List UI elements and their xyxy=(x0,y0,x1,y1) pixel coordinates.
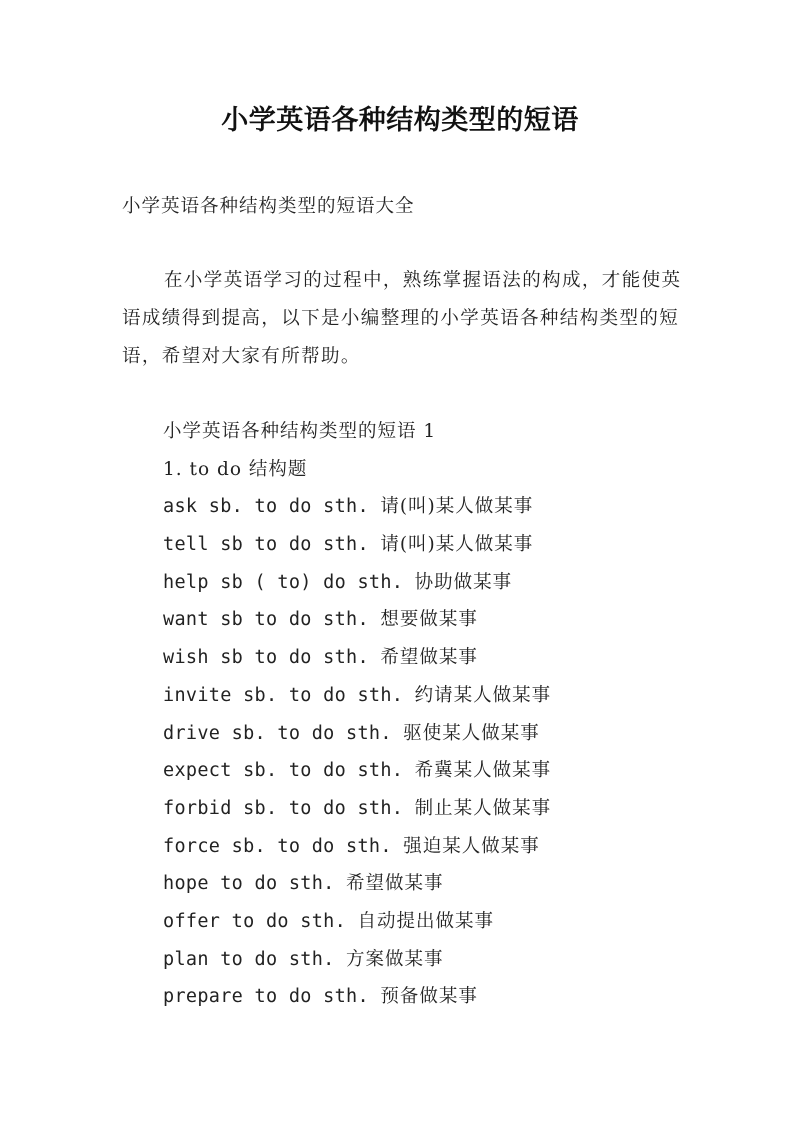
phrase-chinese: 请(叫)某人做某事 xyxy=(380,496,534,518)
intro-paragraph: 在小学英语学习的过程中，熟练掌握语法的构成，才能使英语成绩得到提高，以下是小编整理的小学英语各种结构类型的短语，希望对大家有所帮助。 xyxy=(122,270,682,367)
phrase-item xyxy=(163,978,551,1016)
phrase-item xyxy=(163,865,551,903)
phrase-english: tell sb to do sth. xyxy=(163,534,369,556)
phrase-item xyxy=(163,488,551,526)
phrase-chinese: 希望做某事 xyxy=(346,873,444,895)
phrase-item xyxy=(163,828,551,866)
phrase-english: force sb. to do sth. xyxy=(163,835,392,857)
phrase-english: ask sb. to do sth. xyxy=(163,496,369,518)
phrase-english: wish sb to do sth. xyxy=(163,647,369,669)
phrase-item xyxy=(163,639,551,677)
phrase-english: forbid sb. to do sth. xyxy=(163,797,404,819)
phrase-item xyxy=(163,752,551,790)
phrase-chinese: 方案做某事 xyxy=(346,948,444,970)
phrase-list xyxy=(163,413,551,1016)
phrase-item xyxy=(163,601,551,639)
phrase-chinese: 希冀某人做某事 xyxy=(414,760,552,782)
phrase-chinese: 自动提出做某事 xyxy=(357,910,494,932)
phrase-chinese: 想要做某事 xyxy=(380,609,478,631)
phrase-chinese: 制止某人做某事 xyxy=(414,797,552,819)
phrase-english: want sb to do sth. xyxy=(163,609,369,631)
phrase-item xyxy=(163,564,551,602)
phrase-english: expect sb. to do sth. xyxy=(163,760,404,782)
phrase-english: offer to do sth. xyxy=(163,910,347,932)
phrase-item xyxy=(163,526,551,564)
phrase-chinese: 希望做某事 xyxy=(380,647,478,669)
section-heading: 小学英语各种结构类型的短语 1 xyxy=(163,421,437,442)
document-title: 小学英语各种结构类型的短语 xyxy=(221,105,579,136)
phrase-english: plan to do sth. xyxy=(163,948,335,970)
phrase-item xyxy=(163,790,551,828)
phrase-item xyxy=(163,903,551,941)
phrase-chinese: 约请某人做某事 xyxy=(414,684,552,706)
phrase-item xyxy=(163,941,551,979)
phrase-english: prepare to do sth. xyxy=(163,986,369,1008)
phrase-chinese: 强迫某人做某事 xyxy=(403,835,540,857)
document-subtitle: 小学英语各种结构类型的短语大全 xyxy=(122,196,415,217)
phrase-english: help sb ( to) do sth. xyxy=(163,571,404,593)
phrase-chinese: 预备做某事 xyxy=(380,986,478,1008)
phrase-chinese: 驱使某人做某事 xyxy=(403,722,540,744)
phrase-english: drive sb. to do sth. xyxy=(163,722,392,744)
phrase-english: invite sb. to do sth. xyxy=(163,684,404,706)
phrase-chinese: 协助做某事 xyxy=(414,571,513,593)
phrase-english: hope to do sth. xyxy=(163,873,335,895)
subsection-heading: 1. to do 结构题 xyxy=(163,458,308,480)
phrase-item xyxy=(163,715,551,753)
phrase-chinese: 请(叫)某人做某事 xyxy=(380,534,534,556)
phrase-item xyxy=(163,677,551,715)
